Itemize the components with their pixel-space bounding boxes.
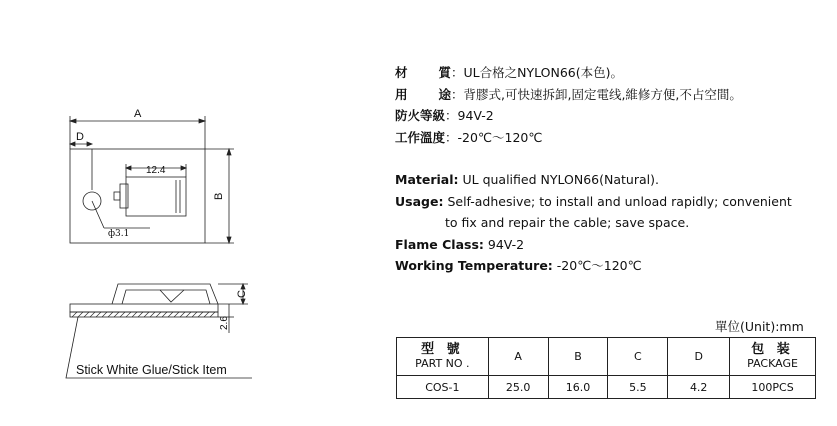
specs-chinese <box>395 62 742 148</box>
header-package-zh: 包 装 <box>751 342 794 357</box>
callout-label: Stick White Glue/Stick Item <box>76 363 227 377</box>
table-row <box>397 376 816 399</box>
label-usage-zh: 用 途 <box>395 86 451 102</box>
side-plate <box>70 304 218 312</box>
cell-d: 4.2 <box>668 376 730 399</box>
header-c: C <box>608 338 668 376</box>
value-temp-en: -20℃～120℃ <box>556 258 642 273</box>
dim-hole-label: ф3.1 <box>108 229 130 239</box>
value-flame-zh: 94V-2 <box>457 108 494 123</box>
cell-a: 25.0 <box>488 376 548 399</box>
dim-d-label: D <box>76 131 84 143</box>
label-material-en: Material: <box>395 172 459 187</box>
colon: ： <box>451 86 464 102</box>
header-package-en: PACKAGE <box>747 357 798 370</box>
header-b: B <box>548 338 608 376</box>
spec-usage-en-cont <box>395 212 792 234</box>
value-usage-en-2: to fix and repair the cable; save space. <box>445 215 690 230</box>
spec-flame-en <box>395 234 792 256</box>
parts-table <box>396 337 816 399</box>
clip-body <box>126 177 186 216</box>
label-temp-zh: 工作溫度 <box>395 129 446 145</box>
value-flame-en: 94V-2 <box>487 236 525 252</box>
spec-usage-zh <box>395 84 742 106</box>
label-usage-en: Usage: <box>395 193 444 209</box>
dim-12-4-label: 12.4 <box>146 165 166 176</box>
dim-a-label: A <box>134 108 142 120</box>
cell-c: 5.5 <box>608 376 668 399</box>
label-flame-en: Flame Class: <box>395 236 484 252</box>
dim-c-label: C <box>236 290 248 298</box>
header-d: D <box>668 338 730 376</box>
colon: ： <box>451 65 464 80</box>
unit-label: 單位(Unit):mm <box>715 319 804 334</box>
value-usage-zh: 背膠式,可快速拆卸,固定電线,維修方便,不占空間。 <box>463 86 742 102</box>
specs-english <box>395 169 792 277</box>
table-header-row <box>397 338 816 376</box>
spec-temp-en <box>395 255 792 277</box>
label-material-zh: 材 質 <box>395 65 451 80</box>
value-material-zh: UL合格之NYLON66(本色)。 <box>463 65 623 80</box>
colon: ： <box>445 108 458 123</box>
clip-profile <box>112 284 218 304</box>
cell-part: COS-1 <box>397 376 489 399</box>
label-flame-zh: 防火等級 <box>395 108 446 123</box>
header-package <box>730 338 816 376</box>
plate-outline <box>70 149 205 243</box>
spec-material-en <box>395 169 792 191</box>
top-view <box>70 116 234 243</box>
header-part-zh: 型 號 <box>421 342 464 357</box>
spec-material-zh <box>395 62 742 84</box>
header-a: A <box>488 338 548 376</box>
header-part <box>397 338 489 376</box>
dim-2-6-label: 2.6 <box>219 316 230 330</box>
colon: ： <box>445 129 458 145</box>
header-part-en: PART NO . <box>415 357 470 370</box>
value-temp-zh: -20℃～120℃ <box>457 129 543 145</box>
spec-flame-zh <box>395 105 742 127</box>
value-material-en: UL qualified NYLON66(Natural). <box>462 172 659 187</box>
cell-b: 16.0 <box>548 376 608 399</box>
spec-usage-en <box>395 191 792 213</box>
label-temp-en: Working Temperature: <box>395 258 553 273</box>
dim-b-label: B <box>213 192 225 200</box>
technical-drawing <box>0 0 380 426</box>
cell-package: 100PCS <box>730 376 816 399</box>
spec-temp-zh <box>395 127 742 149</box>
value-usage-en: Self-adhesive; to install and unload rapidly; convenient <box>447 193 792 209</box>
